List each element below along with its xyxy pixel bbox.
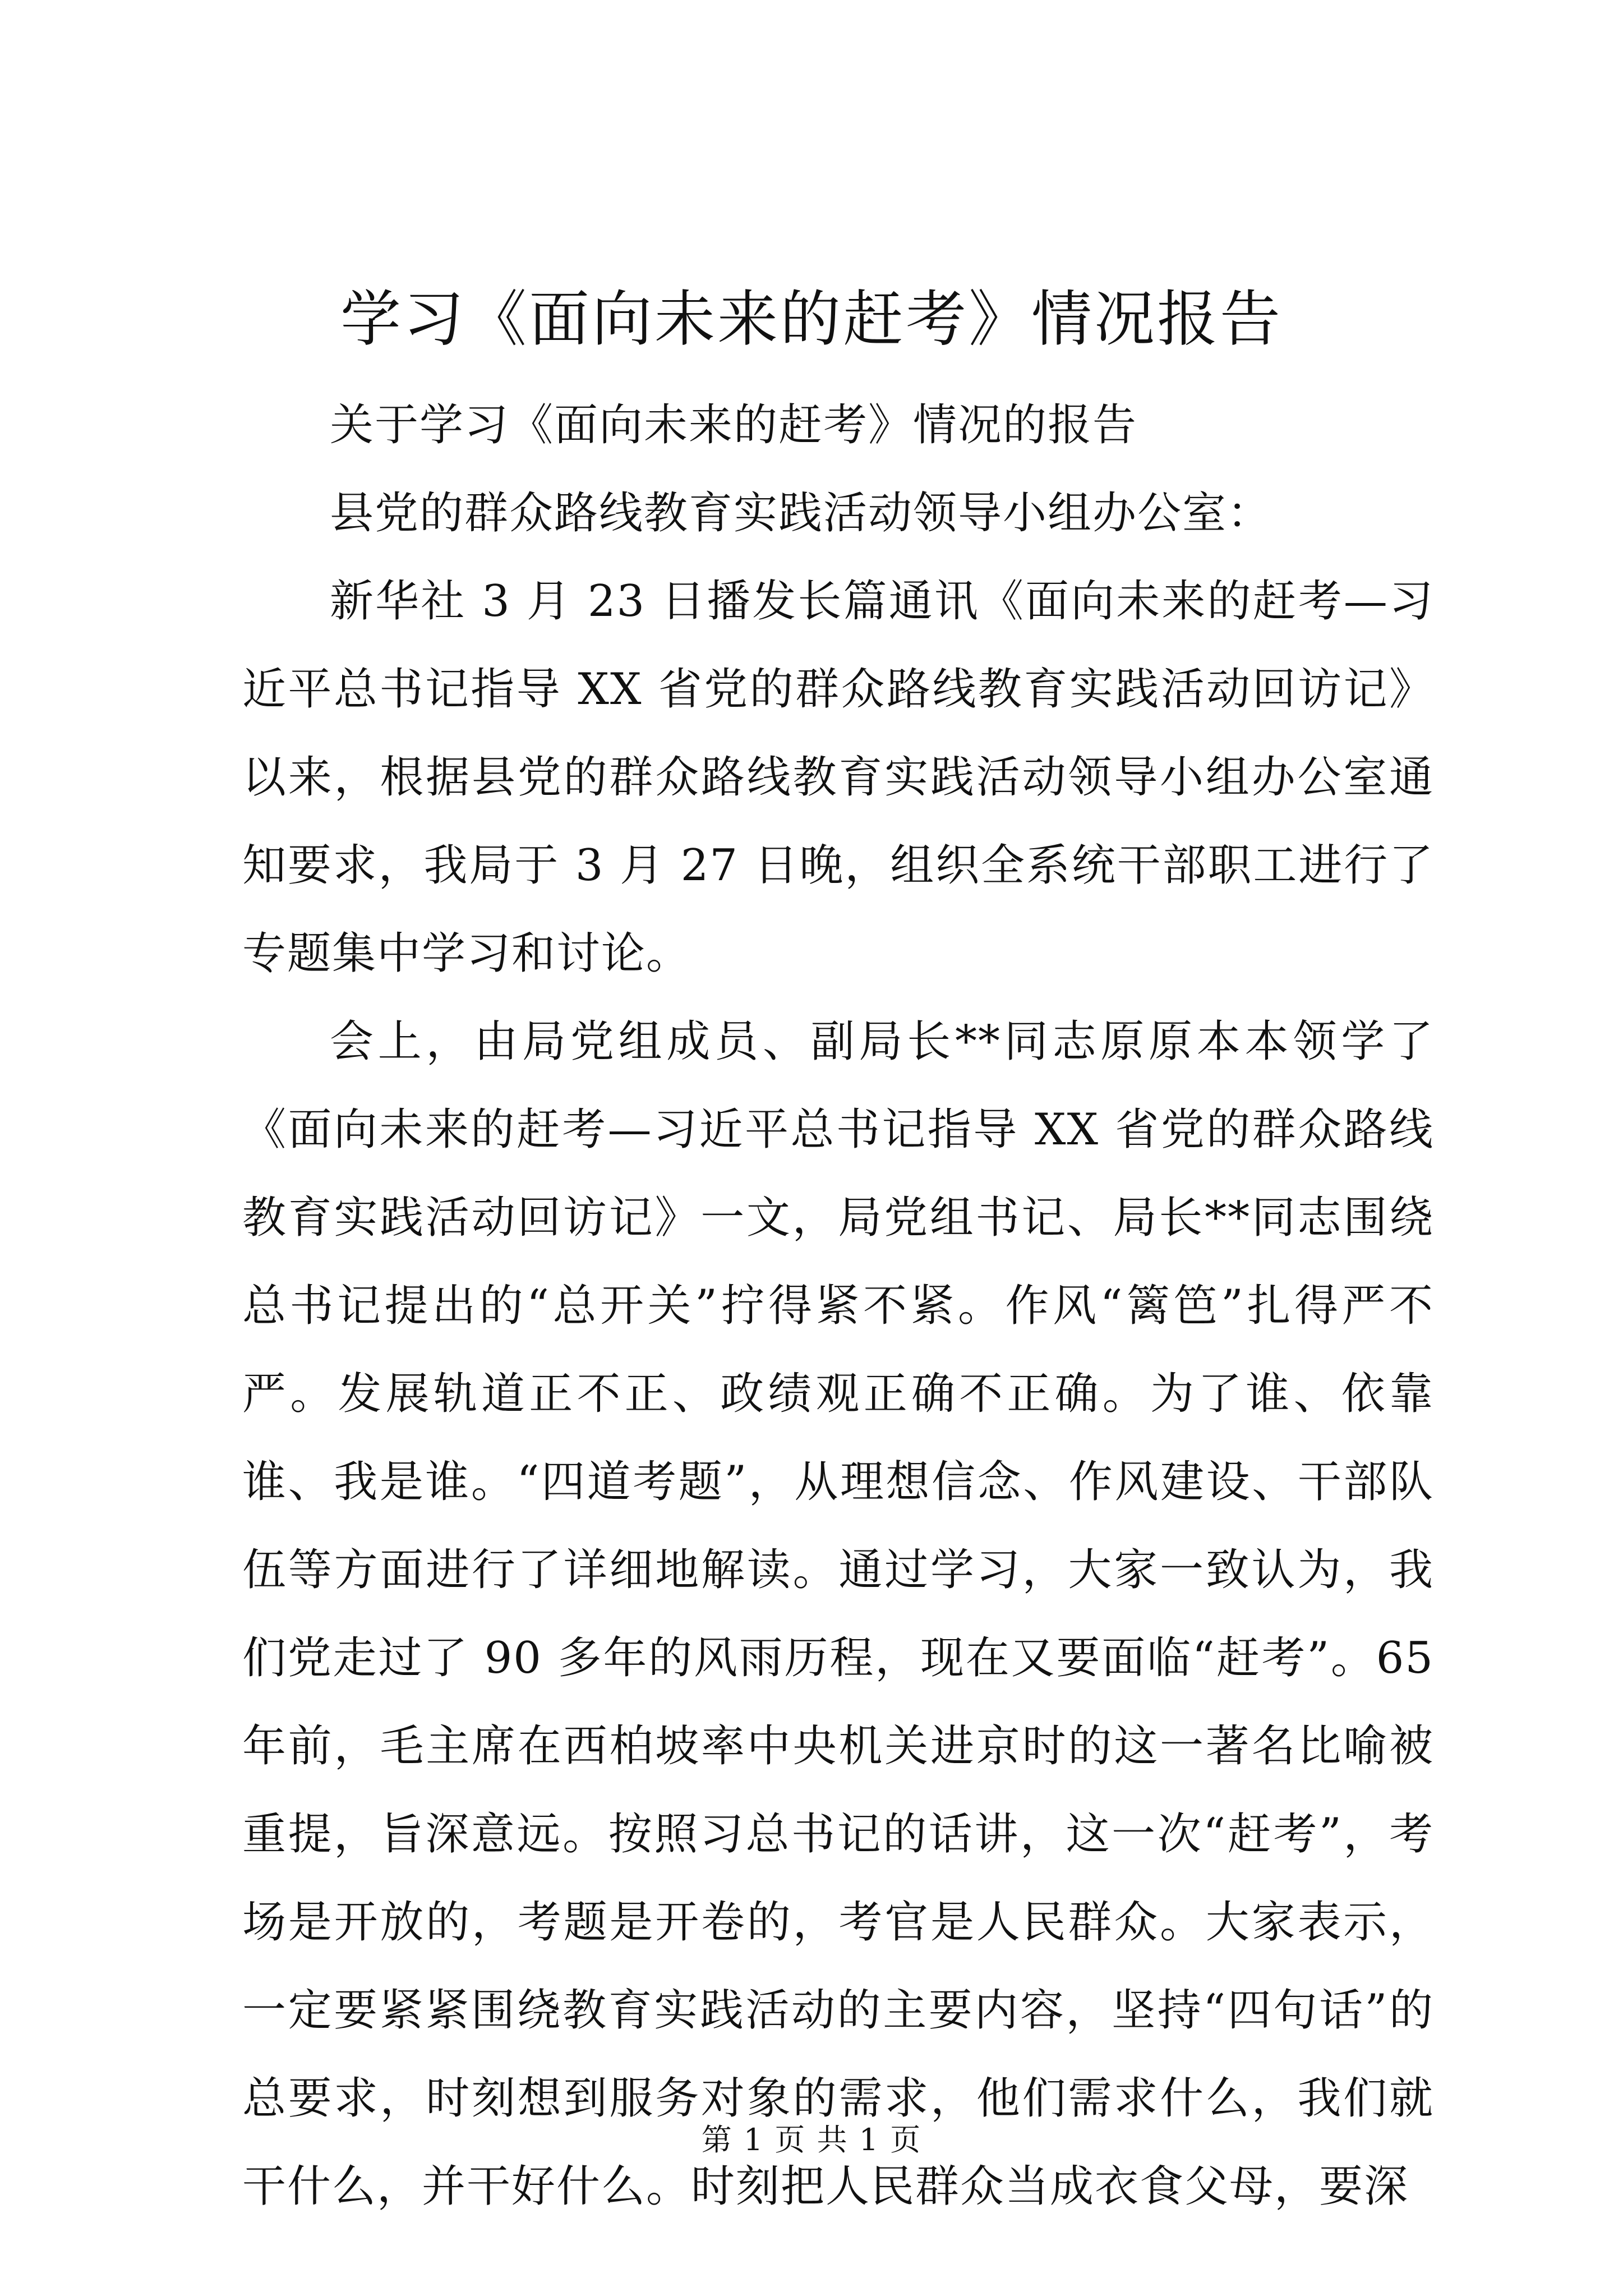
document-title: 学习《面向未来的赶考》情况报告: [340, 284, 1283, 355]
paragraph-meeting: 会上，由局党组成员、副局长**同志原原本本领学了《面向未来的赶考—习近平总书记指导 XX 省党的群众路线教育实践活动回访记》一文，局党组书记、局长**同志围绕总书记提出的“总开关”拧得紧不紧。作风“篱笆”扎得严不严。发展轨道正不正、政绩观正确不正确。为了谁、依靠谁、我是谁。“四道考题”，从理想信念、作风建设、干部队伍等方面进行了详细地解读。通过学习，大家一致认为，我们党走过了 90 多年的风雨历程，现在又要面临“赶考”。65 年前，毛主席在西柏坡率中央机关进京时的这一著名比喻被重提，旨深意远。按照习总书记的话讲，这一次“赶考”，考场是开放的，考题是开卷的，考官是人民群众。大家表示，一定要紧紧围绕教育实践活动的主要内容，坚持“四句话”的总要求，时刻想到服务对象的需求，他们需求什么，我们就干什么，并干好什么。时刻把人民群众当成衣食父母，要深: [242, 1016, 1434, 2212]
salutation: 县党的群众路线教育实践活动领导小组办公室：: [330, 488, 1272, 539]
report-subtitle: 关于学习《面向未来的赶考》情况的报告: [330, 400, 1138, 450]
document-body: [242, 381, 1434, 2231]
page-footer: 第 1 页 共 1 页: [701, 2122, 922, 2157]
paragraph-intro: 新华社 3 月 23 日播发长篇通讯《面向未来的赶考—习近平总书记指导 XX 省党的群众路线教育实践活动回访记》以来，根据县党的群众路线教育实践活动领导小组办公室通知要求，我局于 3 月 27 日晚，组织全系统干部职工进行了专题集中学习和讨论。: [242, 576, 1434, 979]
